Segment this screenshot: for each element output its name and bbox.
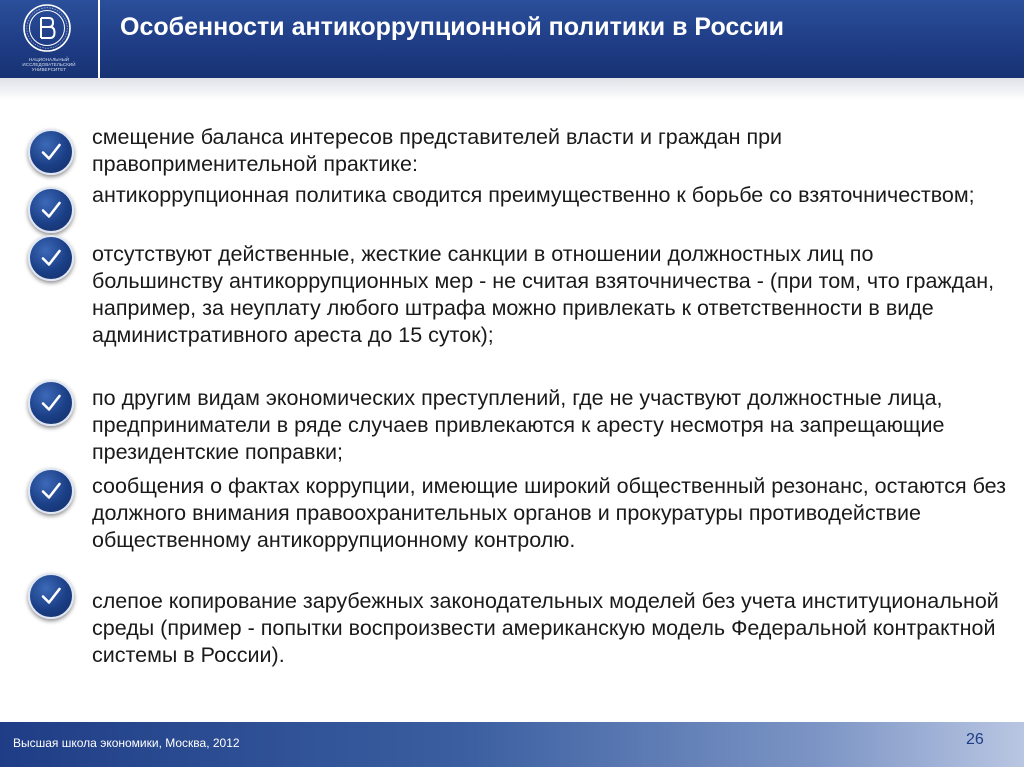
footer-text: Высшая школа экономики, Москва, 2012	[13, 736, 240, 750]
list-item-text: смещение баланса интересов представителей власти и граждан при правоприменительной практике:	[92, 125, 783, 176]
header-bar	[0, 0, 1024, 78]
list-item	[20, 385, 1010, 473]
logo	[0, 0, 100, 78]
page-title: Особенности антикоррупционной политики в России	[120, 13, 784, 41]
checkmark-icon	[28, 235, 74, 281]
list-item	[20, 588, 1010, 676]
list-item	[20, 182, 1010, 241]
hse-logo-icon	[22, 3, 72, 53]
checkmark-icon	[28, 468, 74, 514]
page-number: 26	[966, 731, 984, 748]
list-item	[20, 473, 1010, 588]
list-item	[20, 124, 1010, 182]
checkmark-icon	[28, 573, 74, 619]
checkmark-icon	[28, 187, 74, 233]
list-item-text: по другим видам экономических преступлений, где не участвуют должностные лица, предприниматели в ряде случаев привлекаются к аресту несмотря на запрещающие президентские поправки;	[92, 386, 945, 464]
bullet-list	[20, 124, 1010, 676]
list-item-text: сообщения о фактах коррупции, имеющие широкий общественный резонанс, остаются без должного внимания правоохранительных органов и прокуратуры противодействие общественному антикоррупционному контролю.	[92, 474, 1006, 552]
checkmark-icon	[28, 129, 74, 175]
header-shadow-stripe	[0, 78, 1024, 100]
logo-caption: НАЦИОНАЛЬНЫЙ ИССЛЕДОВАТЕЛЬСКИЙ УНИВЕРСИТЕТ	[22, 57, 76, 72]
list-item-text: слепое копирование зарубежных законодательных моделей без учета институциональной среды (пример - попытки воспроизвести американскую модель Федеральной контрактной системы в России).	[92, 589, 999, 667]
list-item	[20, 241, 1010, 385]
checkmark-icon	[28, 380, 74, 426]
footer-bar	[0, 722, 1024, 767]
list-item-text: отсутствуют действенные, жесткие санкции в отношении должностных лиц по большинству антикоррупционных мер - не считая взяточничества - (при том, что граждан, например, за неуплату любого штрафа можно привлекать к ответственности в виде административного ареста до 15 суток);	[92, 242, 995, 347]
list-item-text: антикоррупционная политика сводится преимущественно к борьбе со взяточничеством;	[92, 183, 975, 207]
